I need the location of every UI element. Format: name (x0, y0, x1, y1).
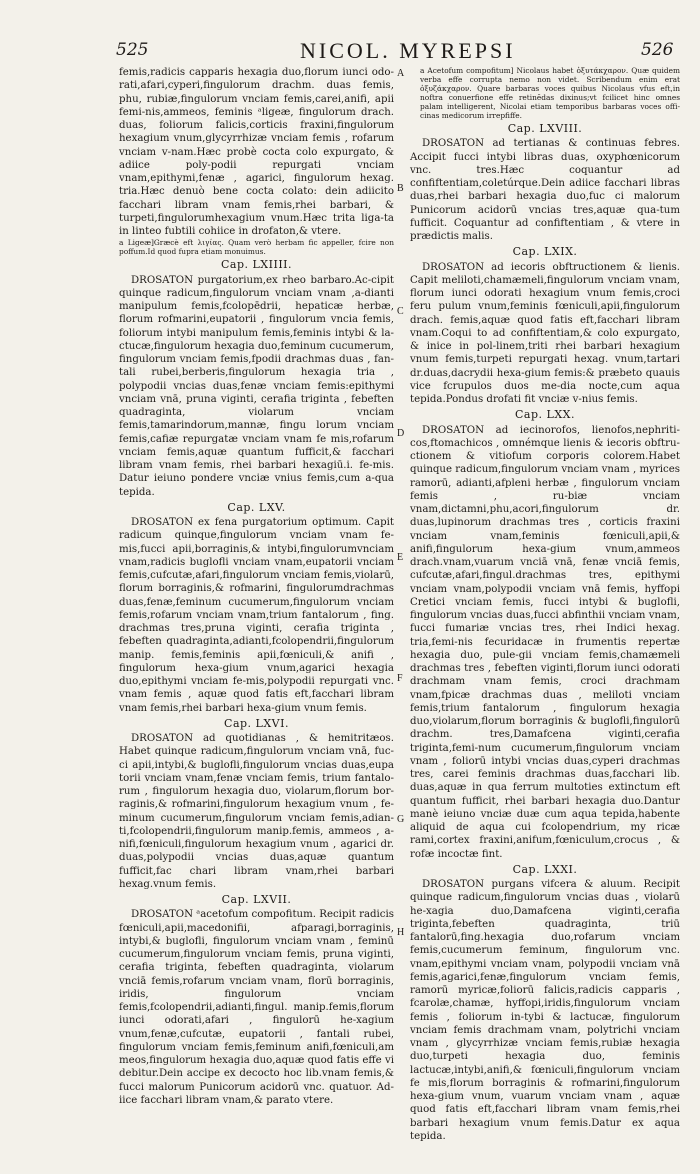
margin-letter-g: G (397, 814, 405, 825)
chapter-text-71: DROSATON purgans vifcera & aluum. Recipit quinque radicum,fingulorum vncias duas , violarū he-xagia duo,Damafcena viginti,cerafia triginta,febeften quadraginta, triū fantalorū,fing.hexagia duo,rofarum vnciam femis,cucumerum feminum, fingulorum vnc. vnam,epithymi vnciam vnam, polypodii vnciam vnā femis,agarici,fenæ,fingulorum vnciam femis, ramorū myricæ,foliorū falicis,radicis capparis , fcarolæ,chamæ, hyffopi,iridis,fingulorum vnciam femis , foliorum in-tybi & lactucæ, fingulorum vnciam femis drachmam vnam, polytrichi vnciam vnam , glycyrrhizæ vnciam femis,rubiæ hexagia duo,turpeti hexagia duo, feminis lactucæ,intybi,anifi,& fœniculi,fingulorum vnciam fe mis,florum borraginis & rofmarini,fingulorum hexa-gium vnum, vuarum vnciam vnam , aquæ quod fatis eft,facchari libram vnam femis,rhei barbari hexagium vnum femis.Datur ex aqua tepida. (410, 879, 680, 1142)
page-header (0, 38, 700, 66)
running-head: NICOL. MYREPSI (300, 38, 516, 63)
chapter-text-65: DROSATON ex fena purgatorium optimum. Capit radicum quinque,fingulorum vnciam vnam fe-mis,fucci apii,borraginis,& intybi,fingulorumvnciam vnam,radicis buglofli vnciam vnam,eupatorii vnciam femis,cufcutæ,afari,fingulorum vnciam femis,violarū, florum borraginis,& rofmarini, fingulorumdrachmas duas,fenæ,feminum cucumerum,fingulorum vnciam femis,rofarum vnciam vnam,trium fantalorum , fing. drachmas tres,pruna viginti, cerafia triginta , febeften quadraginta,adianti,fcolopendrii,fingulorum manip. femis,feminis apii,fœniculi,& anifi , fingulorum hexa-gium vnum,agarici hexagia duo,epithymi vnciam fe-mis,polypodii repurgati vnc. vnam femis , aquæ quod fatis eft,facchari libram vnam femis,rhei barbari hexa-gium vnum femis. (119, 517, 394, 714)
chapter-text-67: DROSATON ᵃacetofum compofitum. Recipit radicis fœniculi,apii,macedonifii, afparagi,borraginis, intybi,& buglofli, fingulorum vnciam vnam , feminū cucumerum,fingulorum vnciam femis, pruna viginti, cerafia triginta, febeften quadraginta, violarum vnciā femis,rofarum vnciam vnam, florū borraginis, iridis, fingulorum vnciam femis,fcolopendrii,adianti,fingul. manip.femis,florum iunci odorati,afari , fingulorū he-xagium vnum,fenæ,cufcutæ, eupatorii , fantali rubei, fingulorum vnciam femis,feminum anifi,fœniculi,am meos,fingulorum hexagia duo,aquæ quod fatis effe vi debitur.Dein accipe ex decocto hoc lib.vnam femis,& fucci malorum Punicorum acidorū vnc. quatuor. Ad-iice facchari libram vnam,& parato vtere. (119, 909, 394, 1106)
margin-letter-c: C (397, 306, 404, 317)
chapter-heading-70: Cap. LXX. (515, 408, 575, 422)
margin-letter-d: D (397, 428, 405, 439)
chapter-text-68: DROSATON ad tertianas & continuas febres. Accipit fucci intybi libras duas, oxyphœnicorum vnc. tres.Hæc coquantur ad confiftentiam,coletúrque.Dein adiice facchari libras duas,rhei barbari hexagia duo,fuc ci malorum Punicorum acidorū vncias tres,aquæ qua-tum fufficit. Coquantur ad confiftentiam , & vtere in prædictis malis. (410, 138, 680, 242)
chapter-heading-65: Cap. LXV. (227, 500, 286, 514)
right-column (410, 66, 680, 1142)
margin-letter-e: E (397, 552, 404, 563)
margin-letter-b: B (397, 183, 404, 194)
chapter-heading-66: Cap. LXVI. (224, 716, 289, 730)
left-page-number: 525 (116, 40, 149, 60)
chapter-heading-71: Cap. LXXI. (512, 862, 578, 876)
paragraph-continuation: femis,radicis capparis hexagia duo,florum iunci odo-rati,afari,cyperi,fingulorum drachm. duas femis, phu, rubiæ,fingulorum vnciam femis,carei,anifi, apii femi-nis,ammeos, feminis ᵃligeæ, fingulorum drach. duas, foliorum falicis,corticis fraxini,fingulorum hexagium vnum,glycyrrhizæ vnciam femis , rofarum vnciam v-nam.Hæc probè cocta colo expurgato, & adiice poly-podii repurgati vnciam vnam,epithymi,fenæ , agarici, fingulorum hexag. tria.Hæc denuò bene cocta colato: dein adiicito facchari libram vnam femis,rhei barbari, & turpeti,fingulorumhexagium vnum.Hæc trita liga-ta in linteo fubtili cohiice in drofaton,& vtere. (119, 67, 394, 237)
chapter-text-69: DROSATON ad iecoris obftructionem & lienis. Capit meliloti,chamæmeli,fingulorum vnciam vnam, florum iunci odorati hexagium vnum femis,croci feru pulum vnum,feminis fœniculi,apii,fingulorum drach. femis,aquæ quod fatis eft,facchari libram vnam.Coqui to ad confiftentiam,& colo expurgato, & inice in pol-linem,triti rhei barbari hexagium vnum femis,turpeti repurgati hexag. vnum,tartari dr.duas,dacrydii hexa-gium femis:& præbeto quauis vice fcrupulos duos me-dia nocte,cum aqua tepida.Pondus drofati fit vnciæ v-nius femis. (410, 261, 680, 405)
chapter-heading-68: Cap. LXVIII. (507, 122, 583, 135)
right-page-number: 526 (641, 40, 674, 60)
margin-letter-f: F (397, 673, 403, 684)
chapter-heading-67: Cap. LXVII. (221, 893, 292, 906)
chapter-heading-64: Cap. LXIIII. (220, 258, 293, 272)
chapter-heading-69: Cap. LXIX. (512, 245, 578, 259)
chapter-text-70: DROSATON ad iecinorofos, lienofos,nephriti-cos,ftomachicos , omnémque lienis & iecoris obftru-ctionem & vitiofum corporis colorem.Habet quinque radicum,fingulorum vnciam vnam , myrices ramorū, adianti,afpleni herbæ , fingulorum vnciam femis , ru-biæ vnciam vnam,dictamni,phu,acori,fingulorum dr. duas,lupinorum drachmas tres , corticis fraxini vnciam vnam,feminis fœniculi,apii,& anifi,fingulorum hexa-gium vnum,ammeos drach.vnam,vuarum vnciā vnā, fenæ vnciā femis, cufcutæ,afari,fingul.drachmas tres, epithymi vnciam vnam,polypodii vnciam vnā femis, hyffopi Cretici vnciam femis, fucci intybi & buglofli, fingulorum vncias duas,fucci abfinthii vnciam vnam, fucci fumariæ vncias tres, rhei Indici hexag. tria,femi-nis fecuridacæ in frumentis repertæ hexagia duo, pule-gii vnciam femis,chamæmeli drachmas tres , febeften viginti,florum iunci odorati drachmam vnam femis, croci drachmam vnam,fpicæ drachmas duas , meliloti vnciam femis,trium fantalorum , fingulorum hexagia duo,violarum,florum borraginis & buglofli,fingulorū drachm. tres,Damafcena viginti,cerafia triginta,femi-num cucumerum,fingulorum vnciam vnam , foliorū intybi vncias duas,cyperi drachmas tres, carei feminis drachmas duas,facchari lib. duas,aquæ in qua ferrum multoties extinctum eft quantum fufficit, rhei barbari hexagia duo.Dantur manè ieiuno vnciæ duæ cum aqua tepida,habente aliquid de aqua cui fcolopendrium, my ricæ rami,cortex fraxini,anifum,fœniculum,crocus , & rofæ incoctæ fint. (410, 424, 680, 860)
chapter-text-66: DROSATON ad quotidianas , & hemitritæos. Habet quinque radicum,fingulorum vnciam vnā, fuc-ci apii,intybi,& buglofli,fingulorum vncias duas,eupa torii vnciam vnam,fenæ vnciam femis, trium fantalo-rum , fingulorum hexagia duo, violarum,florum bor-raginis,& rofmarini,fingulorum hexagium vnum , fe-minum cucumerum,fingulorum vnciam femis,adian-ti,fcolopendrii,fingulorum manip.femis, ammeos , a-nifi,fœniculi,fingulorum hexagium vnum , agarici dr. duas,polypodii vncias duas,aquæ quantum fufficit,fac chari libram vnam,rhei barbari hexag.vnum femis. (119, 733, 394, 890)
left-column (119, 66, 394, 1106)
footnote-acetosum: a Acetofum compofitum] Nicolaus habet ὀξυτάκχαρον. Quæ quidem verba effe corrupta nemo non videt. Scribendum enim erat ὀξυζάκχαρον. Quare barbaras voces quibus Nicolaus vfus eft,in noftra conuerfione effe retinēdas dixinus;vt fcilicet hinc omnes palam intelligerent, Nicolai etiam temporibus barbaras voces offi-cinas medicorum irrepfiffe. (420, 66, 680, 120)
margin-letter-a: A (397, 68, 405, 79)
chapter-text-64: DROSATON purgatorium,ex rheo barbaro.Ac-cipit quinque radicum,fingulorum vnciam vnam ,a-dianti manipulum femis,fcolopēdrii, hepaticæ herbæ, florum rofmarini,eupatorii , fingulorum vncia femis, foliorum intybi manipulum femis,feminis intybi & la-ctucæ,fingulorum hexagia duo,feminum cucumerum, fingulorum vnciam femis,fpodii drachmas duas , fan-tali rubei,berberis,fingulorum hexagia tria , polypodii vncias duas,fenæ vnciam femis:epithymi vnciam vnā, pruna viginti, cerafia triginta , febeften quadraginta, violarum vnciam femis,tamarindorum,mannæ, fingu lorum vnciam femis,cafiæ repurgatæ vnciam vnam fe mis,rofarum vnciam femis,aquæ quantum fufficit,& facchari libram vnam femis, rhei barbari hexagiū.i. fe-mis. Datur ieiuno pondere vnciæ vnius femis,cum a-qua tepida. (119, 274, 394, 498)
footnote-ligeae: a Ligeæ]Græcè eft λιγίας. Quam verò herbam fic appeller, fcire non poffum.Id quod fupra etiam monuimus. (119, 238, 394, 257)
margin-letter-h: H (397, 927, 405, 938)
